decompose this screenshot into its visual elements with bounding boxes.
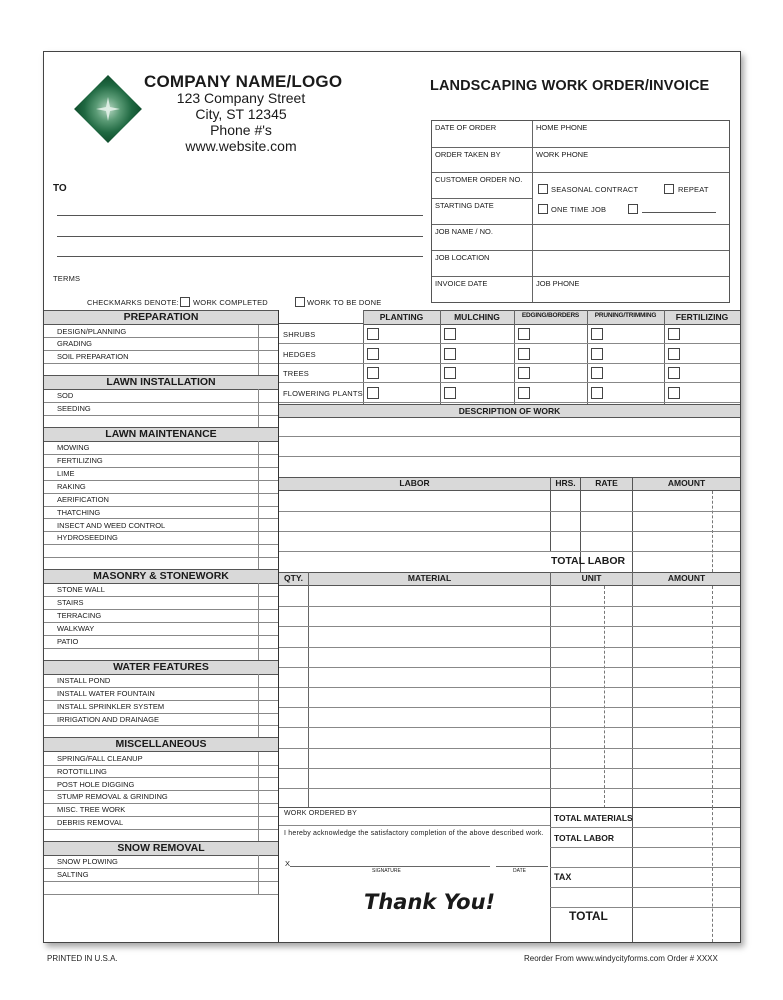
plant-checkbox[interactable] [591,387,603,399]
service-check-cell[interactable] [258,389,259,402]
service-label: MISC. TREE WORK [57,805,126,815]
service-row[interactable] [44,855,278,869]
description-of-work-area[interactable] [279,417,740,476]
service-label: DESIGN/PLANNING [57,326,127,336]
plant-checkbox[interactable] [518,328,530,340]
service-row[interactable] [44,441,278,455]
plant-column-pruning-trimming: PRUNING/TRIMMING [594,312,657,319]
plant-checkbox[interactable] [518,367,530,379]
service-check-cell[interactable] [258,402,259,415]
to-line-1[interactable] [57,215,423,216]
service-check-cell[interactable] [258,493,259,506]
order-taken-by-field[interactable]: ORDER TAKEN BY [435,150,501,159]
date-label: DATE [513,868,526,874]
section-header-lawn-maintenance: LAWN MAINTENANCE [44,427,278,442]
service-row[interactable] [44,389,278,403]
company-city: City, ST 12345 [195,106,287,122]
service-check-cell[interactable] [258,700,259,713]
material-header: MATERIAL [407,573,452,583]
service-label: INSTALL WATER FOUNTAIN [57,688,155,698]
plant-row-shrubs: SHRUBS [283,330,316,339]
labor-header: LABOR [399,478,430,488]
material-table[interactable] [279,586,740,808]
signature-line[interactable] [290,866,490,867]
service-check-cell[interactable] [258,752,259,765]
plant-checkbox[interactable] [367,387,379,399]
service-row[interactable] [44,596,278,610]
service-check-cell[interactable] [258,467,259,480]
signature-label: SIGNATURE [372,868,401,874]
service-check-cell[interactable] [258,583,259,596]
service-row[interactable] [44,480,278,494]
service-label: SALTING [57,870,89,880]
plant-checkbox[interactable] [668,387,680,399]
date-of-order-field[interactable]: DATE OF ORDER [435,123,497,132]
section-header-masonry-stonework: MASONRY & STONEWORK [44,569,278,584]
service-label: SNOW PLOWING [57,857,118,867]
service-row[interactable] [44,402,278,416]
section-header-preparation: PREPARATION [44,310,278,325]
material-amount-header: AMOUNT [667,573,706,583]
work-to-be-done-label: WORK TO BE DONE [307,298,382,307]
service-row[interactable] [44,350,278,364]
service-label [44,365,57,374]
service-check-cell[interactable] [258,596,259,609]
total-labor-summary-label: TOTAL LABOR [554,833,614,843]
plant-checkbox[interactable] [518,387,530,399]
plant-row-flowering-plants: FLOWERING PLANTS [283,388,363,398]
one-time-job-checkbox[interactable] [538,204,548,214]
to-line-3[interactable] [57,256,423,257]
service-label [44,650,57,659]
service-check-cell[interactable] [258,816,259,829]
plant-checkbox[interactable] [367,328,379,340]
plant-checkbox[interactable] [591,367,603,379]
tax-label: TAX [554,872,572,882]
service-check-cell[interactable] [258,544,259,557]
service-label: PATIO [57,636,79,646]
checkmarks-label: CHECKMARKS DENOTE: [87,298,179,307]
plant-column-edging-borders: EDGING/BORDERS [521,312,580,319]
service-label: HYDROSEEDING [57,533,118,543]
service-row[interactable] [44,765,278,779]
service-row[interactable] [44,778,278,792]
service-row[interactable] [44,493,278,507]
service-row[interactable] [44,752,278,766]
other-line[interactable] [642,212,716,213]
total-materials-label: TOTAL MATERIALS [554,813,633,823]
plant-column-mulching: MULCHING [454,312,500,322]
service-check-cell[interactable] [258,778,259,791]
plant-checkbox[interactable] [591,348,603,360]
service-check-cell[interactable] [258,454,259,467]
service-check-cell[interactable] [258,350,259,363]
service-label: INSTALL SPRINKLER SYSTEM [57,701,165,711]
service-check-cell[interactable] [258,325,259,338]
services-checklist [44,311,278,942]
to-line-2[interactable] [57,236,423,237]
plant-checkbox[interactable] [668,367,680,379]
service-check-cell[interactable] [258,506,259,519]
service-row[interactable] [44,531,278,545]
reorder-info: Reorder From www.windycityforms.com Order # XXXX [524,954,718,963]
service-check-cell[interactable] [258,609,259,622]
service-row[interactable] [44,519,278,533]
service-check-cell[interactable] [258,713,259,726]
section-header-snow-removal: SNOW REMOVAL [44,841,278,856]
service-row[interactable] [44,609,278,623]
service-row[interactable] [44,803,278,817]
plant-checkbox[interactable] [444,367,456,379]
invoice-date-field[interactable]: INVOICE DATE [435,279,488,288]
signature-x: X [285,859,291,868]
plant-checkbox[interactable] [367,348,379,360]
service-label: SOD [57,391,74,401]
service-label: WALKWAY [57,624,95,633]
service-check-cell[interactable] [258,531,259,544]
service-label: INSTALL POND [57,676,111,686]
service-label: SEEDING [57,404,91,414]
service-row[interactable] [44,325,278,339]
service-row[interactable] [44,544,278,558]
order-info-box [431,120,730,303]
other-checkbox[interactable] [628,204,638,214]
service-label [44,831,57,840]
service-check-cell[interactable] [258,855,259,868]
service-row[interactable] [44,674,278,688]
service-label: POST HOLE DIGGING [57,779,135,789]
to-label: TO [53,183,67,194]
repeat-checkbox[interactable] [664,184,674,194]
customer-order-no-field[interactable]: CUSTOMER ORDER NO. [435,175,523,184]
plant-service-grid [279,311,740,405]
service-check-cell[interactable] [258,441,259,454]
service-label [44,883,57,892]
plant-checkbox[interactable] [444,348,456,360]
service-row[interactable] [44,622,278,636]
terms-label: TERMS [53,274,81,283]
total-labor-label: TOTAL LABOR [551,555,626,567]
repeat-label: REPEAT [678,185,709,194]
company-phone: Phone #'s [210,122,272,138]
service-row[interactable] [44,467,278,481]
service-label: SPRING/FALL CLEANUP [57,753,143,763]
service-row[interactable] [44,816,278,830]
service-label: GRADING [57,339,93,349]
one-time-job-label: ONE TIME JOB [551,205,607,214]
service-label: STAIRS [57,598,84,608]
service-label: IRRIGATION AND DRAINAGE [57,714,159,724]
service-label: LIME [57,469,75,479]
service-check-cell[interactable] [258,881,259,894]
service-check-cell[interactable] [258,337,259,350]
description-header: DESCRIPTION OF WORK [279,404,740,418]
rate-header: RATE [595,478,618,488]
section-header-water-features: WATER FEATURES [44,660,278,675]
service-row[interactable] [44,635,278,649]
service-row[interactable] [44,583,278,597]
plant-checkbox[interactable] [444,387,456,399]
work-to-be-done-checkbox[interactable] [295,297,305,307]
service-row[interactable] [44,506,278,520]
unit-header: UNIT [581,573,602,583]
starting-date-field[interactable]: STARTING DATE [435,201,494,210]
plant-column-fertilizing: FERTILIZING [675,312,729,322]
service-label [44,559,57,568]
date-line[interactable] [496,866,548,867]
plant-checkbox[interactable] [668,328,680,340]
home-phone-field[interactable]: HOME PHONE [536,123,588,132]
grand-total-label: TOTAL [569,909,608,923]
work-ordered-by-label: WORK ORDERED BY [284,810,358,817]
logo-star-icon [96,97,120,121]
plant-column-planting: PLANTING [379,312,424,322]
company-website: www.website.com [185,138,297,154]
service-check-cell[interactable] [258,622,259,635]
thank-you-text: Thank You! [364,890,496,914]
plant-checkbox[interactable] [444,328,456,340]
work-completed-checkbox[interactable] [180,297,190,307]
work-completed-label: WORK COMPLETED [193,298,268,307]
service-label [44,727,57,736]
service-row[interactable] [44,868,278,882]
seasonal-contract-checkbox[interactable] [538,184,548,194]
service-check-cell[interactable] [258,674,259,687]
service-label: DEBRIS REMOVAL [57,818,124,828]
section-header-miscellaneous: MISCELLANEOUS [44,737,278,752]
service-check-cell[interactable] [258,765,259,778]
company-street: 123 Company Street [176,90,306,106]
plant-checkbox[interactable] [591,328,603,340]
seasonal-contract-label: SEASONAL CONTRACT [551,185,639,194]
job-phone-field[interactable]: JOB PHONE [536,279,580,288]
service-check-cell[interactable] [258,790,259,803]
section-header-lawn-installation: LAWN INSTALLATION [44,375,278,390]
amount-header: AMOUNT [667,478,706,488]
service-label: THATCHING [57,507,101,517]
service-label: RAKING [57,482,86,491]
plant-row-hedges: HEDGES [283,349,316,359]
work-order-form [43,51,741,943]
job-location-field[interactable]: JOB LOCATION [435,253,490,262]
service-row[interactable] [44,687,278,701]
hrs-header: HRS. [555,478,576,488]
plant-checkbox[interactable] [367,367,379,379]
service-label: SOIL PREPARATION [57,352,129,362]
service-label: INSECT AND WEED CONTROL [57,520,166,530]
service-label: TERRACING [57,611,102,621]
service-row[interactable] [44,454,278,468]
form-title: LANDSCAPING WORK ORDER/INVOICE [430,78,710,94]
service-row[interactable] [44,881,278,895]
work-phone-field[interactable]: WORK PHONE [536,150,589,159]
service-label: FERTILIZING [57,456,103,466]
plant-checkbox[interactable] [668,348,680,360]
service-check-cell[interactable] [258,480,259,493]
service-row[interactable] [44,790,278,804]
job-name-field[interactable]: JOB NAME / NO. [435,227,493,236]
service-label: AERIFICATION [57,494,109,504]
service-label: STONE WALL [57,585,105,595]
service-label: ROTOTILLING [57,766,107,776]
acknowledge-text: I hereby acknowledge the satisfactory completion of the above described work. [284,830,544,837]
service-check-cell[interactable] [258,687,259,700]
service-label [44,546,57,555]
service-label: MOWING [57,443,90,453]
printed-in-usa: PRINTED IN U.S.A. [47,954,118,963]
service-check-cell[interactable] [258,519,259,532]
plant-checkbox[interactable] [518,348,530,360]
work-ordered-by-line[interactable] [279,825,550,826]
service-check-cell[interactable] [258,803,259,816]
service-check-cell[interactable] [258,868,259,881]
service-row[interactable] [44,700,278,714]
service-row[interactable] [44,713,278,727]
labor-table[interactable] [279,491,740,572]
plant-row-trees: TREES [283,369,310,378]
service-label [44,417,57,426]
qty-header: QTY. [284,573,303,583]
service-check-cell[interactable] [258,635,259,648]
service-row[interactable] [44,337,278,351]
company-name: COMPANY NAME/LOGO [144,72,343,91]
totals-amount-column[interactable] [633,808,740,941]
service-label: STUMP REMOVAL & GRINDING [57,792,168,802]
